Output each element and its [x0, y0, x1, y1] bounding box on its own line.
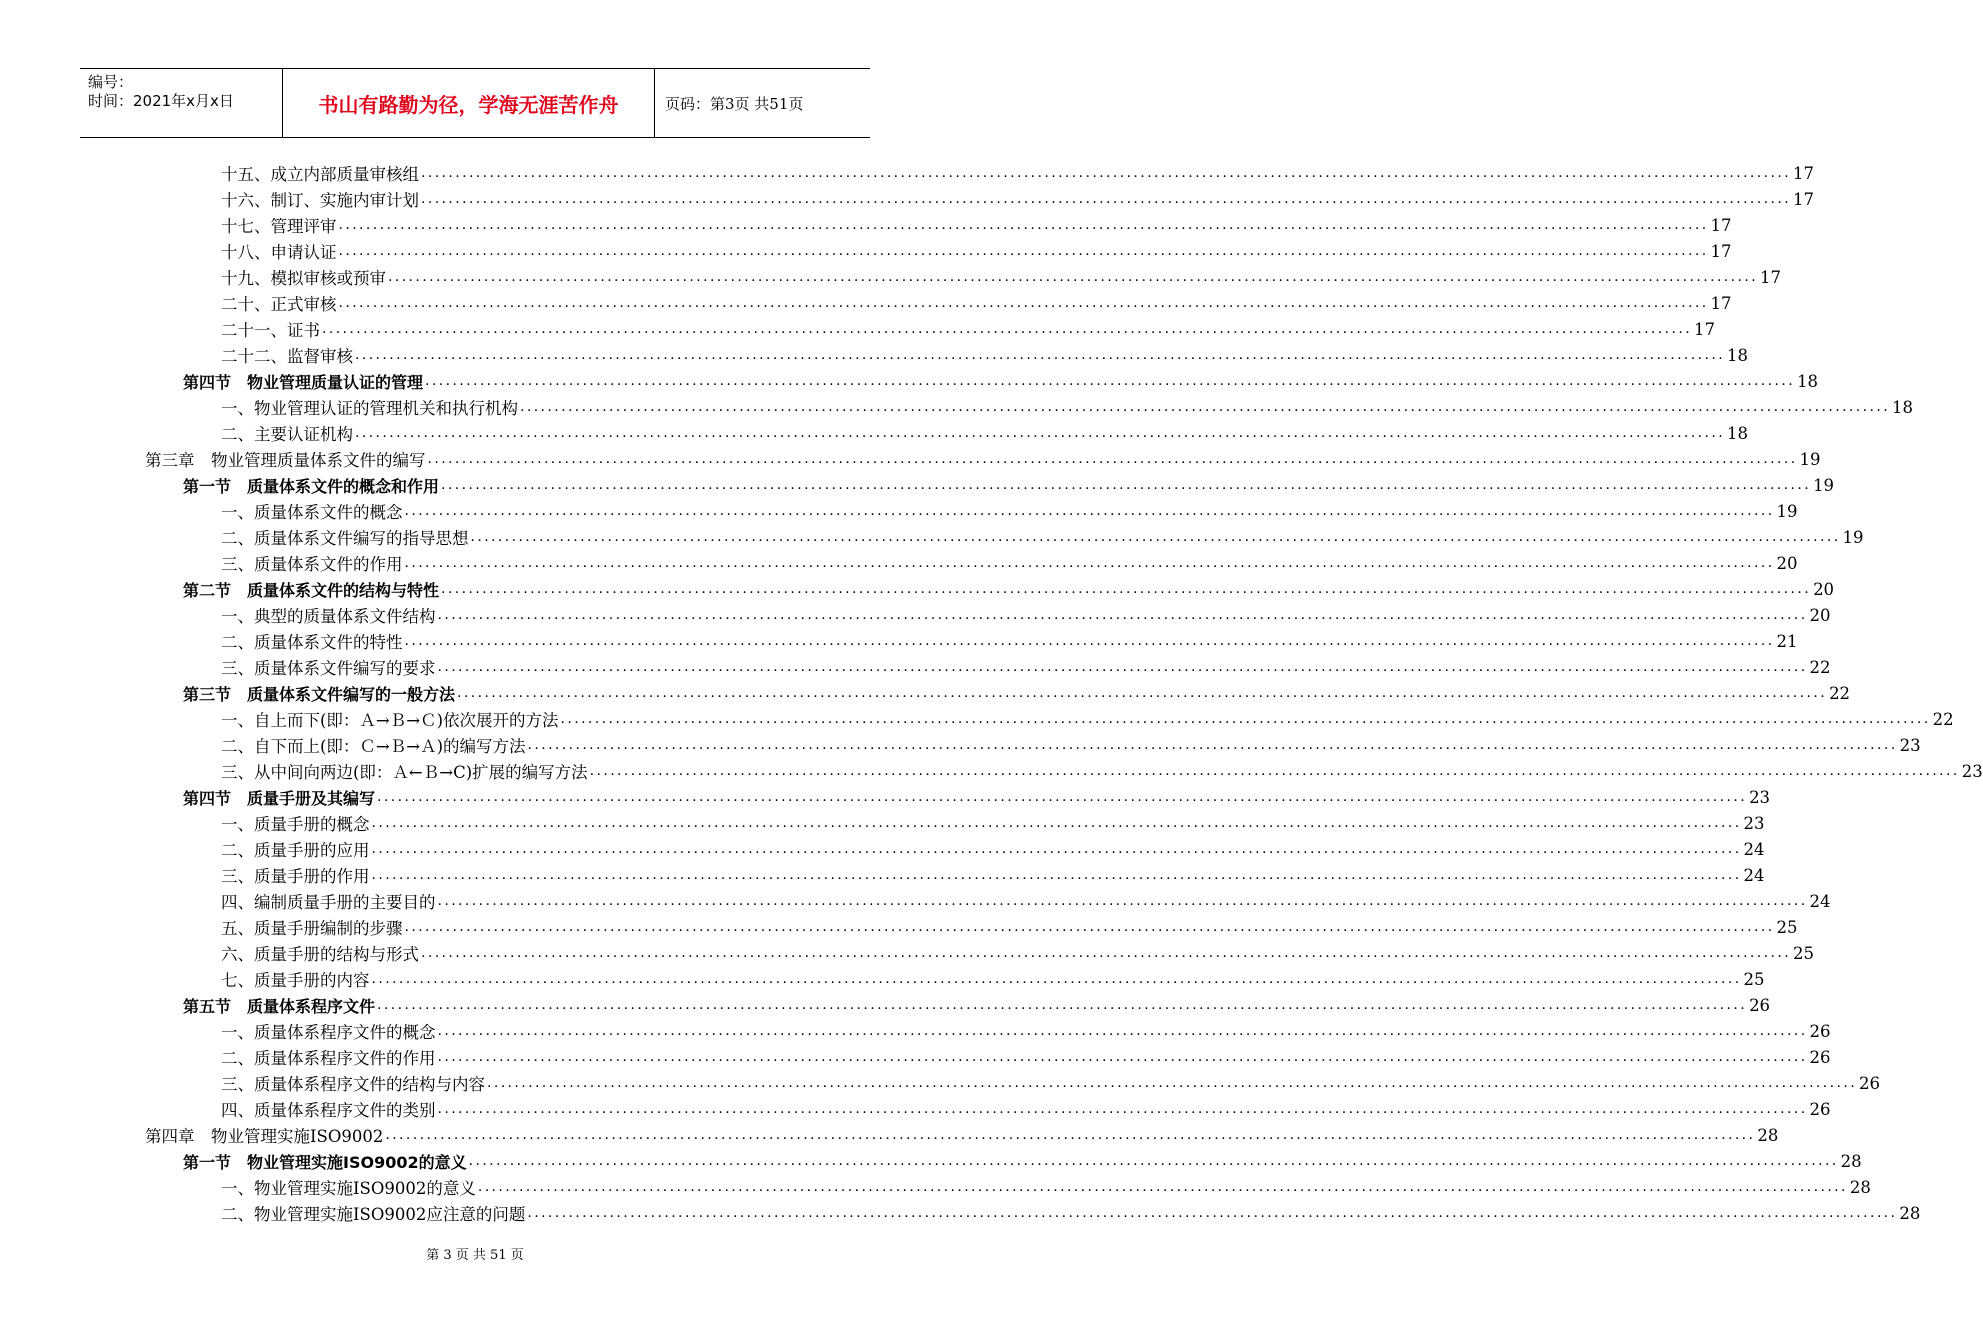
toc-entry-page: 26 [1749, 995, 1771, 1015]
toc-entry-title: 一、物业管理认证的管理机关和执行机构 [221, 399, 518, 418]
toc-entry[interactable] [0, 264, 1782, 290]
document-number-label: 编号： [88, 73, 134, 91]
toc-entry-title: 二、质量手册的应用 [221, 841, 370, 860]
toc-entry[interactable] [0, 160, 1815, 186]
toc-leader-dots: ........................................................................................................................................................................................................ [421, 945, 1792, 961]
toc-entry-page: 17 [1710, 293, 1732, 313]
toc-entry[interactable] [0, 238, 1732, 264]
toc-leader-dots: ........................................................................................................................................................................................................ [437, 1049, 1808, 1065]
toc-entry-page: 17 [1793, 163, 1815, 183]
toc-entry-title: 三、质量手册的作用 [221, 867, 370, 886]
page-header [80, 68, 870, 138]
toc-leader-dots: ........................................................................................................................................................................................................ [457, 685, 1828, 701]
toc-entry[interactable] [0, 914, 1798, 940]
header-motto: 书山有路勤为径，学海无涯苦作舟 [283, 69, 655, 137]
toc-entry[interactable] [0, 472, 1835, 498]
toc-entry-page: 22 [1932, 709, 1954, 729]
toc-entry-title: 第五节 质量体系程序文件 [183, 996, 376, 1016]
toc-leader-dots: ........................................................................................................................................................................................................ [404, 503, 1775, 519]
toc-leader-dots: ........................................................................................................................................................................................................ [385, 1127, 1756, 1143]
toc-entry[interactable] [0, 498, 1798, 524]
toc-entry-title: 五、质量手册编制的步骤 [221, 919, 403, 938]
toc-entry-page: 19 [1842, 527, 1864, 547]
toc-entry[interactable] [0, 836, 1765, 862]
toc-leader-dots: ........................................................................................................................................................................................................ [427, 451, 1798, 467]
toc-leader-dots: ........................................................................................................................................................................................................ [355, 347, 1726, 363]
toc-entry-title: 二、物业管理实施ISO9002应注意的问题 [221, 1205, 526, 1224]
toc-entry[interactable] [0, 1096, 1831, 1122]
toc-entry[interactable] [0, 1018, 1831, 1044]
toc-entry[interactable] [0, 342, 1749, 368]
header-page-label: 页码：第3页 共51页 [665, 94, 804, 113]
toc-entry[interactable] [0, 368, 1819, 394]
toc-leader-dots: ........................................................................................................................................................................................................ [371, 867, 1742, 883]
toc-entry-title: 一、质量手册的概念 [221, 815, 370, 834]
toc-entry[interactable] [0, 212, 1732, 238]
toc-entry-title: 十五、成立内部质量审核组 [221, 165, 419, 184]
toc-entry-page: 17 [1710, 241, 1732, 261]
toc-entry-title: 四、编制质量手册的主要目的 [221, 893, 436, 912]
toc-entry-title: 二十二、监督审核 [221, 347, 353, 366]
toc-entry-page: 20 [1776, 553, 1798, 573]
toc-entry-page: 19 [1776, 501, 1798, 521]
toc-leader-dots: ........................................................................................................................................................................................................ [421, 191, 1792, 207]
toc-entry[interactable] [0, 654, 1831, 680]
toc-entry-page: 20 [1813, 579, 1835, 599]
toc-entry-title: 第一节 质量体系文件的概念和作用 [183, 476, 440, 496]
toc-entry[interactable] [0, 1174, 1871, 1200]
toc-entry-title: 三、从中间向两边(即：Ａ←Ｂ→C)扩展的编写方法 [221, 763, 588, 782]
toc-entry-title: 二、质量体系文件编写的指导思想 [221, 529, 469, 548]
toc-entry-page: 23 [1743, 813, 1765, 833]
toc-leader-dots: ........................................................................................................................................................................................................ [437, 893, 1808, 909]
toc-entry[interactable] [0, 940, 1815, 966]
toc-entry-title: 二、自下而上(即：Ｃ→Ｂ→Ａ)的编写方法 [221, 737, 526, 756]
toc-entry[interactable] [0, 1148, 1862, 1174]
toc-entry-title: 六、质量手册的结构与形式 [221, 945, 419, 964]
toc-entry-page: 23 [1749, 787, 1771, 807]
toc-entry-page: 24 [1809, 891, 1831, 911]
toc-entry-page: 26 [1859, 1073, 1881, 1093]
toc-leader-dots: ........................................................................................................................................................................................................ [487, 1075, 1858, 1091]
toc-entry-page: 25 [1743, 969, 1765, 989]
toc-entry-title: 一、质量体系文件的概念 [221, 503, 403, 522]
toc-entry[interactable] [0, 784, 1771, 810]
toc-entry[interactable] [0, 290, 1732, 316]
toc-entry-title: 第三节 质量体系文件编写的一般方法 [183, 684, 456, 704]
toc-leader-dots: ........................................................................................................................................................................................................ [470, 529, 1841, 545]
toc-entry-page: 18 [1727, 345, 1749, 365]
toc-entry-title: 四、质量体系程序文件的类别 [221, 1101, 436, 1120]
table-of-contents [0, 160, 1983, 1226]
toc-leader-dots: ........................................................................................................................................................................................................ [371, 841, 1742, 857]
toc-entry-title: 第二节 质量体系文件的结构与特性 [183, 580, 440, 600]
toc-entry-page: 24 [1743, 865, 1765, 885]
toc-entry-title: 十七、管理评审 [221, 217, 337, 236]
toc-leader-dots: ........................................................................................................................................................................................................ [441, 477, 1812, 493]
toc-leader-dots: ........................................................................................................................................................................................................ [527, 1205, 1898, 1221]
toc-entry[interactable] [0, 1122, 1779, 1148]
toc-leader-dots: ........................................................................................................................................................................................................ [468, 1153, 1839, 1169]
toc-entry[interactable] [0, 524, 1864, 550]
toc-leader-dots: ........................................................................................................................................................................................................ [377, 997, 1748, 1013]
toc-leader-dots: ........................................................................................................................................................................................................ [425, 373, 1796, 389]
toc-leader-dots: ........................................................................................................................................................................................................ [404, 919, 1775, 935]
toc-leader-dots: ........................................................................................................................................................................................................ [441, 581, 1812, 597]
toc-entry-page: 28 [1899, 1203, 1921, 1223]
toc-entry[interactable] [0, 810, 1765, 836]
toc-leader-dots: ........................................................................................................................................................................................................ [377, 789, 1748, 805]
toc-entry-title: 二、主要认证机构 [221, 425, 353, 444]
toc-entry-page: 23 [1899, 735, 1921, 755]
toc-entry-page: 17 [1694, 319, 1716, 339]
toc-leader-dots: ........................................................................................................................................................................................................ [477, 1179, 1848, 1195]
toc-entry-title: 三、质量体系文件编写的要求 [221, 659, 436, 678]
toc-entry[interactable] [0, 186, 1815, 212]
toc-entry-page: 26 [1809, 1047, 1831, 1067]
document-time-label: 时间：2021年x月x日 [88, 92, 234, 110]
toc-entry[interactable] [0, 992, 1771, 1018]
toc-entry-page: 28 [1757, 1125, 1779, 1145]
toc-entry-title: 三、质量体系程序文件的结构与内容 [221, 1075, 485, 1094]
toc-entry-title: 十九、模拟审核或预审 [221, 269, 386, 288]
toc-entry-page: 25 [1793, 943, 1815, 963]
toc-leader-dots: ........................................................................................................................................................................................................ [404, 633, 1775, 649]
toc-entry[interactable] [0, 576, 1835, 602]
toc-entry[interactable] [0, 446, 1821, 472]
toc-entry-title: 一、典型的质量体系文件结构 [221, 607, 436, 626]
toc-entry[interactable] [0, 680, 1851, 706]
toc-leader-dots: ........................................................................................................................................................................................................ [560, 711, 1931, 727]
toc-entry-title: 一、物业管理实施ISO9002的意义 [221, 1179, 476, 1198]
toc-entry[interactable] [0, 420, 1749, 446]
toc-entry-page: 17 [1793, 189, 1815, 209]
toc-entry-page: 28 [1840, 1151, 1862, 1171]
toc-leader-dots: ........................................................................................................................................................................................................ [520, 399, 1891, 415]
toc-entry-page: 28 [1849, 1177, 1871, 1197]
toc-entry[interactable] [0, 602, 1831, 628]
toc-leader-dots: ........................................................................................................................................................................................................ [371, 971, 1742, 987]
toc-entry-page: 19 [1799, 449, 1821, 469]
toc-entry-page: 22 [1809, 657, 1831, 677]
toc-leader-dots: ........................................................................................................................................................................................................ [338, 243, 1709, 259]
toc-entry-page: 17 [1760, 267, 1782, 287]
toc-leader-dots: ........................................................................................................................................................................................................ [355, 425, 1726, 441]
toc-entry-title: 第一节 物业管理实施ISO9002的意义 [183, 1152, 467, 1172]
toc-leader-dots: ........................................................................................................................................................................................................ [589, 763, 1960, 779]
toc-entry-title: 三、质量体系文件的作用 [221, 555, 403, 574]
toc-entry[interactable] [0, 862, 1765, 888]
toc-entry-title: 第三章 物业管理质量体系文件的编写 [145, 451, 426, 470]
toc-leader-dots: ........................................................................................................................................................................................................ [322, 321, 1693, 337]
toc-entry-title: 十六、制订、实施内审计划 [221, 191, 419, 210]
toc-leader-dots: ........................................................................................................................................................................................................ [437, 1023, 1808, 1039]
toc-entry[interactable] [0, 394, 1914, 420]
toc-leader-dots: ........................................................................................................................................................................................................ [437, 1101, 1808, 1117]
toc-entry[interactable] [0, 888, 1831, 914]
toc-entry-page: 18 [1797, 371, 1819, 391]
toc-entry-title: 二、质量体系程序文件的作用 [221, 1049, 436, 1068]
toc-leader-dots: ........................................................................................................................................................................................................ [404, 555, 1775, 571]
toc-entry-page: 21 [1776, 631, 1798, 651]
toc-entry[interactable] [0, 316, 1716, 342]
toc-entry[interactable] [0, 1070, 1881, 1096]
toc-entry[interactable] [0, 628, 1798, 654]
header-meta [80, 69, 283, 137]
toc-entry[interactable] [0, 732, 1921, 758]
toc-entry-page: 24 [1743, 839, 1765, 859]
toc-entry-page: 25 [1776, 917, 1798, 937]
toc-entry[interactable] [0, 966, 1765, 992]
toc-leader-dots: ........................................................................................................................................................................................................ [371, 815, 1742, 831]
toc-leader-dots: ........................................................................................................................................................................................................ [338, 217, 1709, 233]
page-footer: 第 3 页 共 51 页 [426, 1248, 524, 1263]
toc-entry[interactable] [0, 706, 1954, 732]
toc-leader-dots: ........................................................................................................................................................................................................ [421, 165, 1792, 181]
toc-entry-page: 18 [1892, 397, 1914, 417]
toc-entry-title: 十八、申请认证 [221, 243, 337, 262]
toc-entry-page: 26 [1809, 1021, 1831, 1041]
toc-entry[interactable] [0, 550, 1798, 576]
toc-entry-title: 第四节 物业管理质量认证的管理 [183, 372, 424, 392]
toc-entry-title: 七、质量手册的内容 [221, 971, 370, 990]
toc-entry-page: 18 [1727, 423, 1749, 443]
toc-entry-title: 一、自上而下(即：Ａ→Ｂ→Ｃ)依次展开的方法 [221, 711, 559, 730]
toc-leader-dots: ........................................................................................................................................................................................................ [388, 269, 1759, 285]
toc-entry-page: 17 [1710, 215, 1732, 235]
toc-entry[interactable] [0, 1044, 1831, 1070]
toc-leader-dots: ........................................................................................................................................................................................................ [437, 607, 1808, 623]
toc-entry-title: 二十、正式审核 [221, 295, 337, 314]
toc-entry-title: 第四章 物业管理实施ISO9002 [145, 1127, 384, 1146]
toc-entry-page: 22 [1829, 683, 1851, 703]
toc-entry-page: 23 [1961, 761, 1983, 781]
toc-leader-dots: ........................................................................................................................................................................................................ [437, 659, 1808, 675]
toc-entry-title: 二、质量体系文件的特性 [221, 633, 403, 652]
toc-entry[interactable] [0, 758, 1983, 784]
toc-entry-page: 26 [1809, 1099, 1831, 1119]
toc-leader-dots: ........................................................................................................................................................................................................ [338, 295, 1709, 311]
toc-entry-page: 20 [1809, 605, 1831, 625]
toc-entry-title: 一、质量体系程序文件的概念 [221, 1023, 436, 1042]
toc-entry-page: 19 [1813, 475, 1835, 495]
toc-entry-title: 第四节 质量手册及其编写 [183, 788, 376, 808]
toc-leader-dots: ........................................................................................................................................................................................................ [527, 737, 1898, 753]
toc-entry[interactable] [0, 1200, 1921, 1226]
toc-entry-title: 二十一、证书 [221, 321, 320, 340]
